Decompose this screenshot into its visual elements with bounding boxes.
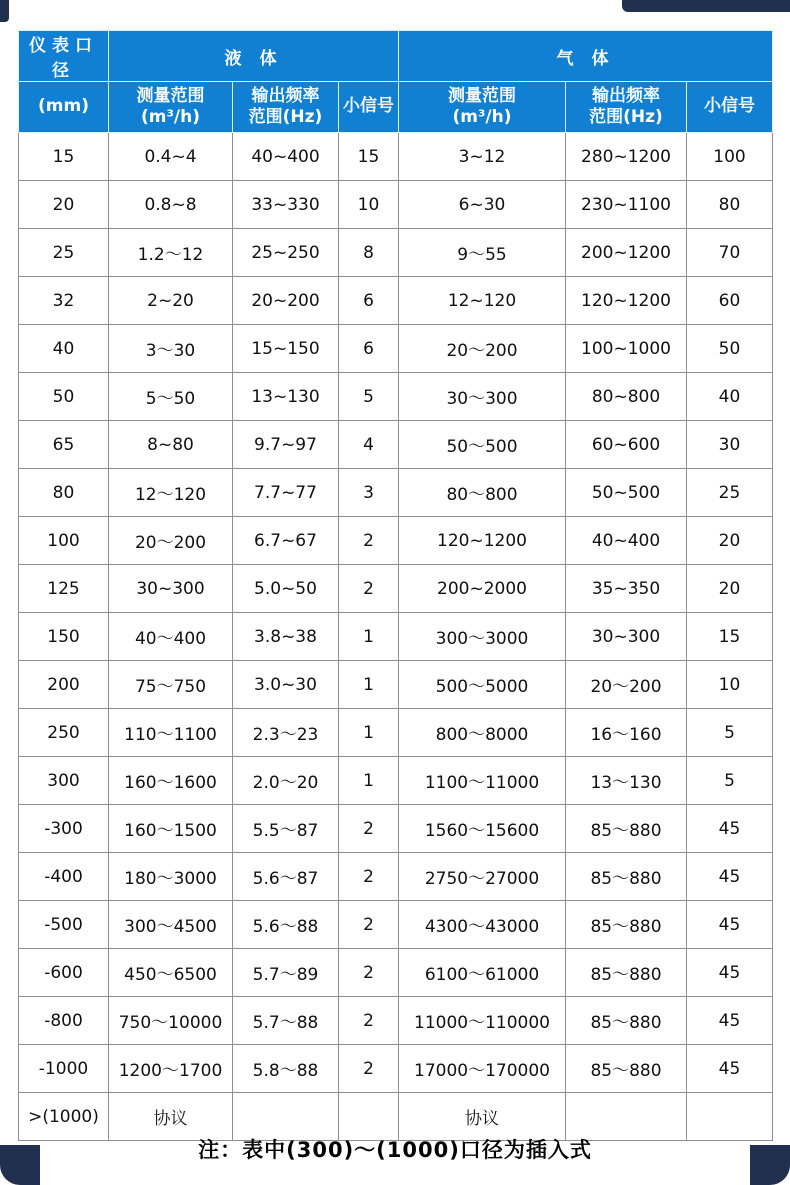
column-header-gas-frequency <box>566 82 687 133</box>
value-cell: 10 <box>687 661 773 709</box>
column-header-diameter-unit: (mm) <box>19 82 109 133</box>
table-row <box>19 469 773 517</box>
diameter-cell: 32 <box>19 277 109 325</box>
value-cell: 2 <box>339 901 399 949</box>
value-cell: 120~1200 <box>399 517 566 565</box>
diameter-cell: -800 <box>19 997 109 1045</box>
value-cell: 40 <box>687 373 773 421</box>
value-cell: 160～1600 <box>109 757 233 805</box>
diameter-cell: 65 <box>19 421 109 469</box>
table-body <box>19 133 773 1141</box>
value-cell: 2 <box>339 517 399 565</box>
value-cell: 33~330 <box>233 181 339 229</box>
value-cell: 20 <box>687 517 773 565</box>
value-cell: 60~600 <box>566 421 687 469</box>
value-cell: 7.7~77 <box>233 469 339 517</box>
value-cell: 20 <box>687 565 773 613</box>
value-cell: 5.5～87 <box>233 805 339 853</box>
value-cell: 9.7~97 <box>233 421 339 469</box>
value-cell: 35~350 <box>566 565 687 613</box>
value-cell: 120~1200 <box>566 277 687 325</box>
header-line1: 测量范围 <box>136 85 205 106</box>
value-cell: 25 <box>687 469 773 517</box>
diameter-cell: 20 <box>19 181 109 229</box>
table-row <box>19 229 773 277</box>
header-line2: 范围(Hz) <box>589 107 663 127</box>
value-cell: 1 <box>339 613 399 661</box>
diameter-cell: 300 <box>19 757 109 805</box>
value-cell: 110～1100 <box>109 709 233 757</box>
value-cell: 45 <box>687 901 773 949</box>
value-cell: 5.6～87 <box>233 853 339 901</box>
spec-table-container <box>18 30 772 1141</box>
value-cell: 1.2～12 <box>109 229 233 277</box>
value-cell: 5～50 <box>109 373 233 421</box>
frame-corner-top-right <box>622 0 790 12</box>
value-cell: 40~400 <box>233 133 339 181</box>
value-cell: 15 <box>687 613 773 661</box>
column-header-diameter: 仪表口径 <box>19 31 109 82</box>
value-cell: 3 <box>339 469 399 517</box>
value-cell: 1 <box>339 661 399 709</box>
table-row <box>19 277 773 325</box>
value-cell: 750～10000 <box>109 997 233 1045</box>
value-cell: 60 <box>687 277 773 325</box>
value-cell: 5 <box>687 709 773 757</box>
value-cell: 80 <box>687 181 773 229</box>
value-cell: 6.7~67 <box>233 517 339 565</box>
value-cell: 70 <box>687 229 773 277</box>
value-cell: 45 <box>687 997 773 1045</box>
table-row <box>19 565 773 613</box>
value-cell: 20~200 <box>233 277 339 325</box>
diameter-cell: 25 <box>19 229 109 277</box>
column-header-liquid-frequency <box>233 82 339 133</box>
group-header-row <box>19 31 773 82</box>
value-cell: 6 <box>339 277 399 325</box>
value-cell: 100~1000 <box>566 325 687 373</box>
value-cell: 1100～11000 <box>399 757 566 805</box>
diameter-cell: 40 <box>19 325 109 373</box>
value-cell: 5.7～88 <box>233 997 339 1045</box>
value-cell: 2.0～20 <box>233 757 339 805</box>
column-header-liquid-small-signal <box>339 82 399 133</box>
value-cell: 16～160 <box>566 709 687 757</box>
value-cell: 5.6～88 <box>233 901 339 949</box>
value-cell: 80～800 <box>399 469 566 517</box>
value-cell: 100 <box>687 133 773 181</box>
value-cell: 2 <box>339 853 399 901</box>
value-cell: 450～6500 <box>109 949 233 997</box>
value-cell: 30 <box>687 421 773 469</box>
table-row <box>19 613 773 661</box>
value-cell: 协议 <box>109 1093 233 1141</box>
value-cell: 300～4500 <box>109 901 233 949</box>
value-cell: 11000～110000 <box>399 997 566 1045</box>
group-header-gas: 气 体 <box>399 31 773 82</box>
value-cell: 20～200 <box>109 517 233 565</box>
value-cell: 5.8～88 <box>233 1045 339 1093</box>
table-row <box>19 517 773 565</box>
value-cell: 1 <box>339 757 399 805</box>
value-cell: 2.3～23 <box>233 709 339 757</box>
diameter-cell: -500 <box>19 901 109 949</box>
value-cell: 2 <box>339 805 399 853</box>
value-cell: 200~2000 <box>399 565 566 613</box>
value-cell: 3~12 <box>399 133 566 181</box>
value-cell: 13～130 <box>566 757 687 805</box>
footnote: 注：表中(300)～(1000)口径为插入式 <box>198 1138 592 1162</box>
diameter-cell: 200 <box>19 661 109 709</box>
table-row <box>19 1045 773 1093</box>
value-cell: 30~300 <box>109 565 233 613</box>
header-line1: 输出频率 <box>251 85 320 106</box>
value-cell: 0.8~8 <box>109 181 233 229</box>
value-cell: 20～200 <box>566 661 687 709</box>
value-cell: 300～3000 <box>399 613 566 661</box>
value-cell: 160～1500 <box>109 805 233 853</box>
value-cell: 85～880 <box>566 853 687 901</box>
value-cell: 13~130 <box>233 373 339 421</box>
value-cell: 3.8~38 <box>233 613 339 661</box>
value-cell: 45 <box>687 853 773 901</box>
value-cell: 3～30 <box>109 325 233 373</box>
value-cell: 180～3000 <box>109 853 233 901</box>
value-cell: 1 <box>339 709 399 757</box>
value-cell: 20～200 <box>399 325 566 373</box>
value-cell: 0.4~4 <box>109 133 233 181</box>
value-cell: 50～500 <box>399 421 566 469</box>
value-cell: 2 <box>339 565 399 613</box>
table-row <box>19 421 773 469</box>
value-cell: 2~20 <box>109 277 233 325</box>
value-cell: 6100～61000 <box>399 949 566 997</box>
header-line1: 小信号 <box>343 96 394 117</box>
diameter-cell: >(1000) <box>19 1093 109 1141</box>
value-cell: 6~30 <box>399 181 566 229</box>
spec-table <box>18 30 773 1141</box>
diameter-cell: -600 <box>19 949 109 997</box>
header-line2: (m³/h) <box>452 107 512 127</box>
value-cell: 8 <box>339 229 399 277</box>
table-row <box>19 997 773 1045</box>
table-row <box>19 373 773 421</box>
header-line2: (m³/h) <box>140 107 200 127</box>
value-cell: 4300～43000 <box>399 901 566 949</box>
column-header-gas-range <box>399 82 566 133</box>
table-row <box>19 133 773 181</box>
diameter-cell: 125 <box>19 565 109 613</box>
header-line1: 测量范围 <box>448 85 516 106</box>
diameter-cell: 15 <box>19 133 109 181</box>
value-cell: 5.0~50 <box>233 565 339 613</box>
table-row <box>19 949 773 997</box>
value-cell: 8~80 <box>109 421 233 469</box>
value-cell: 15~150 <box>233 325 339 373</box>
value-cell: 75～750 <box>109 661 233 709</box>
diameter-cell: -1000 <box>19 1045 109 1093</box>
value-cell: 50 <box>687 325 773 373</box>
table-row <box>19 661 773 709</box>
group-header-liquid: 液 体 <box>109 31 399 82</box>
diameter-cell: 250 <box>19 709 109 757</box>
value-cell: 2750～27000 <box>399 853 566 901</box>
value-cell: 25~250 <box>233 229 339 277</box>
value-cell: 800～8000 <box>399 709 566 757</box>
value-cell: 45 <box>687 805 773 853</box>
value-cell: 85～880 <box>566 1045 687 1093</box>
value-cell: 12～120 <box>109 469 233 517</box>
frame-corner-top-left <box>0 0 9 22</box>
value-cell: 30～300 <box>399 373 566 421</box>
value-cell: 1560～15600 <box>399 805 566 853</box>
value-cell: 40~400 <box>566 517 687 565</box>
table-header <box>19 31 773 133</box>
value-cell: 2 <box>339 1045 399 1093</box>
value-cell: 80~800 <box>566 373 687 421</box>
value-cell: 280~1200 <box>566 133 687 181</box>
value-cell: 3.0~30 <box>233 661 339 709</box>
value-cell: 200~1200 <box>566 229 687 277</box>
value-cell: 85～880 <box>566 805 687 853</box>
value-cell: 17000～170000 <box>399 1045 566 1093</box>
diameter-cell: 80 <box>19 469 109 517</box>
column-header-liquid-range <box>109 82 233 133</box>
column-header-gas-small-signal <box>687 82 773 133</box>
header-line1: 输出频率 <box>592 85 660 106</box>
header-line2: 范围(Hz) <box>248 107 323 127</box>
value-cell: 6 <box>339 325 399 373</box>
value-cell: 45 <box>687 949 773 997</box>
value-cell: 85～880 <box>566 997 687 1045</box>
diameter-cell: -300 <box>19 805 109 853</box>
value-cell: 12~120 <box>399 277 566 325</box>
value-cell: 40～400 <box>109 613 233 661</box>
value-cell: 10 <box>339 181 399 229</box>
value-cell: 15 <box>339 133 399 181</box>
value-cell: 9～55 <box>399 229 566 277</box>
value-cell: 5 <box>339 373 399 421</box>
diameter-cell: -400 <box>19 853 109 901</box>
diameter-cell: 150 <box>19 613 109 661</box>
value-cell: 5 <box>687 757 773 805</box>
table-row <box>19 853 773 901</box>
table-row <box>19 757 773 805</box>
value-cell: 45 <box>687 1045 773 1093</box>
value-cell: 30~300 <box>566 613 687 661</box>
table-row <box>19 805 773 853</box>
table-row <box>19 901 773 949</box>
value-cell: 协议 <box>399 1093 566 1141</box>
value-cell: 4 <box>339 421 399 469</box>
diameter-cell: 50 <box>19 373 109 421</box>
sub-header-row <box>19 82 773 133</box>
value-cell: 50~500 <box>566 469 687 517</box>
value-cell: 230~1100 <box>566 181 687 229</box>
value-cell: 2 <box>339 997 399 1045</box>
header-line1: 小信号 <box>704 96 755 117</box>
table-row <box>19 181 773 229</box>
table-row <box>19 709 773 757</box>
table-row <box>19 325 773 373</box>
value-cell: 500～5000 <box>399 661 566 709</box>
value-cell: 85～880 <box>566 901 687 949</box>
diameter-cell: 100 <box>19 517 109 565</box>
value-cell: 1200～1700 <box>109 1045 233 1093</box>
value-cell: 5.7～89 <box>233 949 339 997</box>
value-cell: 2 <box>339 949 399 997</box>
value-cell: 85～880 <box>566 949 687 997</box>
